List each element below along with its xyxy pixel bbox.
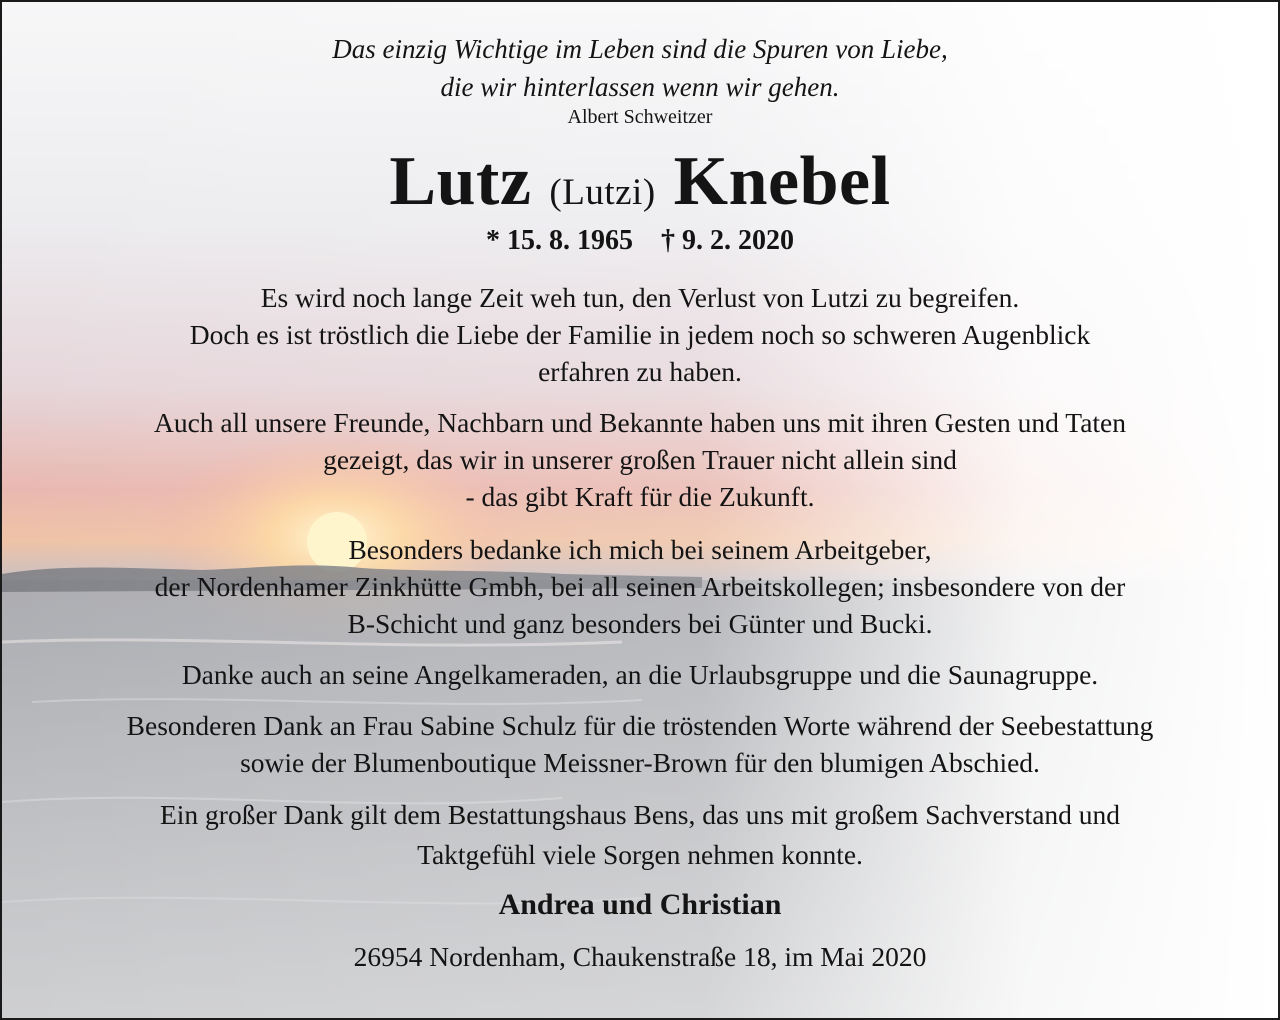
quote-line-2: die wir hinterlassen wenn wir gehen. bbox=[440, 72, 840, 102]
text-line: Ein großer Dank gilt dem Bestattungshaus Bens, das uns mit großem Sachverstand und bbox=[159, 799, 1121, 830]
nickname: (Lutzi) bbox=[549, 172, 656, 213]
text-line: Besonderen Dank an Frau Sabine Schulz für die tröstenden Worte während der Seebestattung bbox=[126, 710, 1154, 741]
birth-date: * 15. 8. 1965 bbox=[486, 225, 633, 256]
text-line: sowie der Blumenboutique Meissner-Brown für den blumigen Abschied. bbox=[240, 747, 1040, 778]
text-line: Danke auch an seine Angelkameraden, an die Urlaubsgruppe und die Saunagruppe. bbox=[181, 659, 1099, 690]
text-line: Besonders bedanke ich mich bei seinem Arbeitgeber, bbox=[348, 534, 932, 565]
text-line: - das gibt Kraft für die Zukunft. bbox=[465, 481, 815, 512]
signature: Andrea und Christian bbox=[498, 888, 782, 921]
text-line: der Nordenhamer Zinkhütte Gmbh, bei all seinen Arbeitskollegen; insbesondere von der bbox=[154, 571, 1126, 602]
text-line: erfahren zu haben. bbox=[538, 356, 742, 387]
life-dates bbox=[2, 224, 1278, 258]
first-name: Lutz bbox=[389, 143, 532, 220]
text-line: Auch all unsere Freunde, Nachbarn und Bekannte haben uns mit ihren Gesten und Taten bbox=[153, 407, 1126, 438]
deceased-name bbox=[2, 142, 1278, 233]
text-line: gezeigt, das wir in unserer großen Trauer nicht allein sind bbox=[323, 444, 957, 475]
quote-line-1: Das einzig Wichtige im Leben sind die Spuren von Liebe, bbox=[332, 34, 948, 64]
text-line: B-Schicht und ganz besonders bei Günter und Bucki. bbox=[347, 608, 933, 639]
text-line: Es wird noch lange Zeit weh tun, den Verlust von Lutzi zu begreifen. bbox=[260, 282, 1020, 313]
text-line: Taktgefühl viele Sorgen nehmen konnte. bbox=[417, 839, 863, 870]
last-name: Knebel bbox=[673, 143, 891, 220]
place-and-date: 26954 Nordenham, Chaukenstraße 18, im Mai 2020 bbox=[353, 941, 927, 972]
death-date: † 9. 2. 2020 bbox=[661, 225, 794, 256]
quote-author: Albert Schweitzer bbox=[567, 106, 713, 128]
text-line: Doch es ist tröstlich die Liebe der Familie in jedem noch so schweren Augenblick bbox=[189, 319, 1091, 350]
